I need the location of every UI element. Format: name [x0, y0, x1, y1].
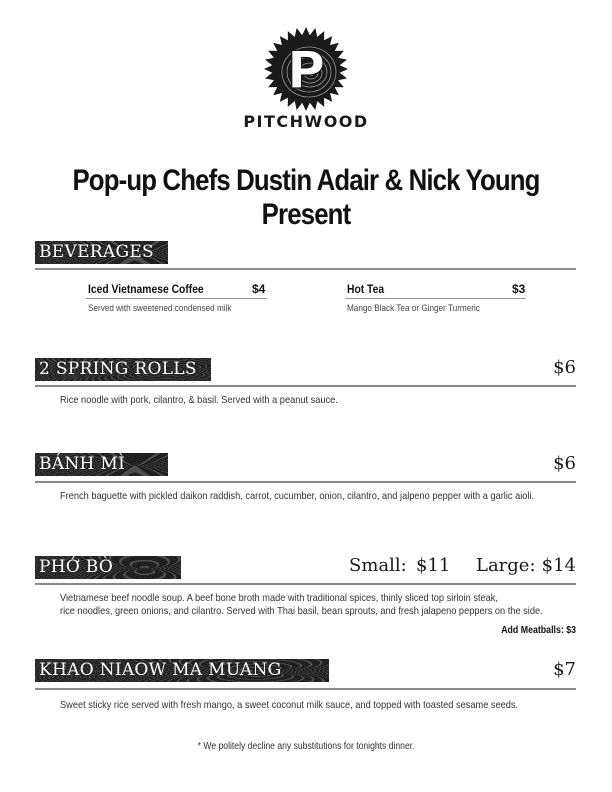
add-on-note: Add Meatballs: $3 — [501, 625, 576, 636]
item-description: Rice noodle with pork, cilantro, & basil. Served with a peanut sauce. — [60, 394, 338, 406]
section-title: KHAO NIAOW MA MUANG — [39, 660, 282, 680]
item-description-line: rice noodles, green onions, and cilantro. Served with Thai basil, bean sprouts, and fresh jalapeno peppers on the side. — [60, 605, 543, 617]
item-price: $7 — [553, 659, 576, 680]
item-description: French baguette with pickled daikon raddish, carrot, cucumber, onion, cilantro, and jalpeno pepper with a garlic aioli. — [60, 490, 535, 502]
section-title: BEVERAGES — [39, 242, 155, 262]
footnote — [0, 741, 612, 752]
size-label-small: Small: — [349, 555, 407, 576]
beverage-name: Hot Tea — [347, 282, 385, 296]
beverage-price: $3 — [512, 282, 526, 296]
item-price: $6 — [553, 357, 576, 378]
section-banner-pho-bo — [35, 556, 181, 579]
section-banner-beverages — [35, 241, 168, 264]
logo-letter: P — [286, 41, 326, 101]
section-title: 2 SPRING ROLLS — [39, 359, 197, 379]
sunburst-p-logo-icon — [263, 26, 349, 112]
section-title: PHỞ BÒ — [39, 557, 114, 577]
section-divider — [35, 385, 576, 387]
beverage-name: Iced Vietnamese Coffee — [88, 282, 204, 296]
price-large: $14 — [541, 555, 576, 576]
price-small: $11 — [416, 555, 451, 576]
page-headline: Pop-up Chefs Dustin Adair & Nick Young Present — [72, 164, 540, 231]
section-divider — [35, 583, 576, 585]
section-banner-spring-rolls — [35, 358, 211, 381]
beverage-description: Mango Black Tea or Ginger Turmeric — [347, 303, 480, 314]
footnote-text: * We politely decline any substitutions for tonights dinner. — [197, 741, 415, 752]
section-divider — [35, 688, 576, 690]
beverage-price: $4 — [252, 282, 266, 296]
item-description: Sweet sticky rice served with fresh mango, a sweet coconut milk sauce, and topped with toasted sesame seeds. — [60, 699, 519, 711]
section-banner-banh-mi — [35, 453, 168, 476]
item-description-line: Vietnamese beef noodle soup. A beef bone broth made with traditional spices, thinly sliced top sirloin steak, — [60, 592, 498, 604]
size-label-large: Large: — [476, 555, 536, 576]
brand-name: PITCHWOOD — [243, 112, 369, 131]
beverage-divider — [345, 298, 526, 299]
section-divider — [35, 268, 576, 270]
section-banner-khao-niaow — [35, 659, 329, 682]
beverage-divider — [86, 298, 267, 299]
section-title: BÁNH MÌ — [39, 454, 126, 474]
item-price: $6 — [553, 453, 576, 474]
beverage-description: Served with sweetened condensed milk — [88, 303, 232, 314]
section-divider — [35, 481, 576, 483]
